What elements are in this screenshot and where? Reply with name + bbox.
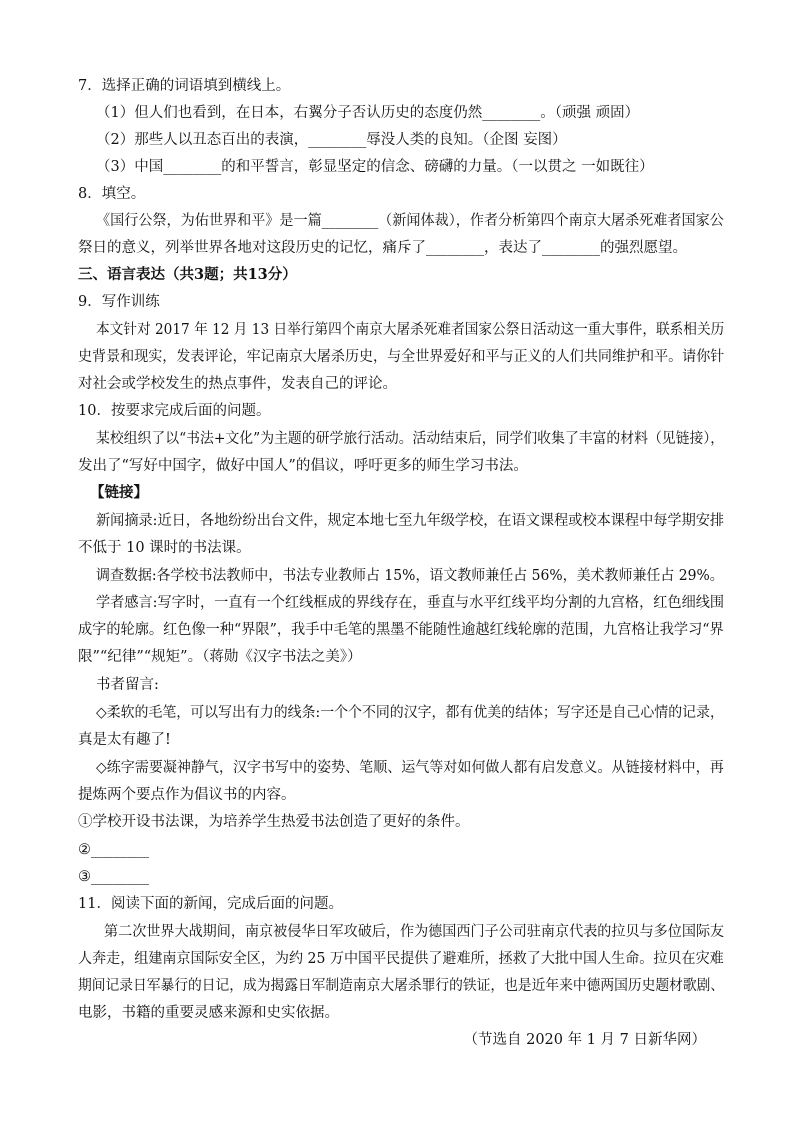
q11-news-line-2: 人奔走，组建南京国际安全区，为约 25 万中国平民提供了避难所，拯救了大批中国人生命。拉贝在灾难 bbox=[78, 951, 724, 967]
q9-title: 9．写作训练 bbox=[78, 294, 160, 310]
scholar-quote-2: 成字的轮廓。红色像一种“界限”，我手中毛笔的黑墨不能随性逾越红线轮廓的范围，九宫格让我学习“界 bbox=[78, 622, 724, 638]
scholar-quote-1: 学者感言:写字时，一直有一个红线框成的界线存在，垂直与水平红线平均分割的九宫格，红色细线围 bbox=[96, 595, 725, 611]
comment-2-line-1: ◇练字需要凝神静气，汉字书写中的姿势、笔顺、运气等对如何做人都有启发意义。从链接材料中，再 bbox=[96, 760, 724, 776]
q7-title: 7．选择正确的词语填到横线上。 bbox=[78, 78, 291, 94]
answer-1: ①学校开设书法课，为培养学生热爱书法创造了更好的条件。 bbox=[78, 814, 470, 830]
q10-title: 10．按要求完成后面的问题。 bbox=[78, 403, 271, 419]
scholar-quote-3: 限”“纪律”“规矩”。（蒋勋《汉字书法之美》） bbox=[78, 649, 362, 665]
q8-line-2: 祭日的意义，列举世界各地对这段历史的记忆，痛斥了________，表达了________的强烈愿望。 bbox=[78, 240, 687, 256]
survey-data: 调查数据:各学校书法教师中，书法专业教师占 15%，语文教师兼任占 56%，美术教师兼任占 29%。 bbox=[96, 568, 724, 584]
comment-1-line-2: 真是太有趣了! bbox=[78, 732, 171, 748]
q9-line-2: 史背景和现实，发表评论，牢记南京大屠杀历史，与全世界爱好和平与正义的人们共同维护和平。请你针 bbox=[78, 349, 725, 365]
comments-label: 书者留言: bbox=[96, 677, 159, 693]
answer-2: ②________ bbox=[78, 842, 149, 858]
q9-line-3: 对社会或学校发生的热点事件，发表自己的评论。 bbox=[78, 376, 397, 392]
q9-line-1: 本文针对 2017 年 12 月 13 日举行第四个南京大屠杀死难者国家公祭日活动这一重大事件，联系相关历 bbox=[96, 322, 725, 338]
q7-item-3: （3）中国________的和平誓言，彰显坚定的信念、磅礴的力量。（一以贯之 一如既往） bbox=[96, 159, 654, 175]
q7-item-1: （1）但人们也看到，在日本，右翼分子否认历史的态度仍然________。（顽强 顽固） bbox=[96, 105, 640, 121]
q11-news-line-3: 期间记录日军暴行的日记，成为揭露日军制造南京大屠杀罪行的铁证，也是近年来中德两国历史题材歌剧、 bbox=[78, 978, 725, 994]
q8-title: 8．填空。 bbox=[78, 186, 146, 202]
news-source: （节选自 2020 年 1 月 7 日新华网） bbox=[463, 1032, 706, 1048]
comment-1-line-1: ◇柔软的毛笔，可以写出有力的线条:一个个不同的汉字，都有优美的结体；写字还是自己心情的记录， bbox=[96, 705, 724, 721]
q10-intro-2: 发出了“写好中国字，做好中国人”的倡议，呼吁更多的师生学习书法。 bbox=[78, 458, 528, 474]
q11-news-line-1: 第二次世界大战期间，南京被侵华日军攻破后，作为德国西门子公司驻南京代表的拉贝与多位国际友 bbox=[104, 924, 725, 940]
q7-item-2: （2）那些人以丑态百出的表演，________辱没人类的良知。（企图 妄图） bbox=[96, 132, 567, 148]
news-excerpt-2: 不低于 10 课时的书法课。 bbox=[78, 540, 251, 556]
link-label: 【链接】 bbox=[90, 484, 148, 501]
q11-news-line-4: 电影，书籍的重要灵感来源和史实依据。 bbox=[78, 1005, 339, 1021]
section-3-heading: 三、语言表达（共3题；共13分） bbox=[78, 266, 297, 283]
comment-2-line-2: 提炼两个要点作为倡议书的内容。 bbox=[78, 787, 296, 803]
news-excerpt-1: 新闻摘录:近日，各地纷纷出台文件，规定本地七至九年级学校，在语文课程或校本课程中每学期安排 bbox=[96, 513, 725, 529]
q10-intro-1: 某校组织了以“书法+文化”为主题的研学旅行活动。活动结束后，同学们收集了丰富的材料（见链接）， bbox=[96, 431, 725, 447]
q8-line-1: 《国行公祭，为佑世界和平》是一篇________（新闻体裁），作者分析第四个南京大屠杀死难者国家公 bbox=[96, 213, 724, 229]
q11-title: 11．阅读下面的新闻，完成后面的问题。 bbox=[78, 896, 343, 912]
answer-3: ③________ bbox=[78, 869, 149, 885]
